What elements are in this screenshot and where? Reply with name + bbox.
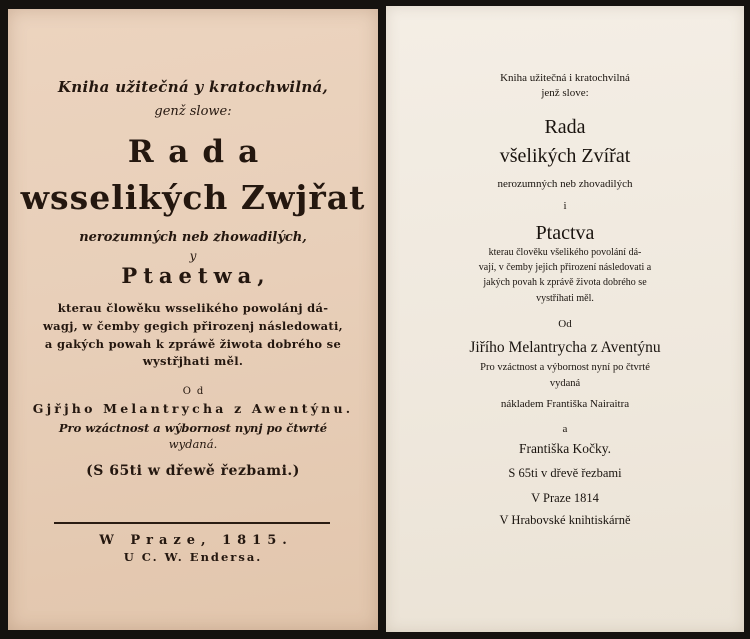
left-illustrations-note: (S 65ti w dřewě řezbami.) — [86, 463, 300, 479]
right-description-line-1: kterau člověku všelikého povolání dá- — [488, 247, 642, 258]
left-title-rada: Rada — [127, 134, 273, 170]
left-title-ptaetwa: Ptaetwa, — [121, 263, 271, 288]
left-title-zwirat: wsselikých Zwjřat — [20, 178, 366, 217]
left-description-line-1: kterau člowěku wsselikého powolánj dá- — [57, 301, 329, 315]
right-title-page — [386, 6, 744, 632]
left-description-line-3: a gakých powah k zpráwě žiwota dobrého se — [44, 337, 342, 351]
right-author: Jiřího Melantrycha z Aventýnu — [469, 339, 661, 356]
right-description-line-3: jakých povah k zprávě života dobrého se — [483, 277, 647, 288]
left-description-line-2: wagj, w čemby gegich přirozenj následowati, — [42, 319, 343, 333]
right-od: Od — [558, 318, 572, 330]
right-subtitle: nerozumných neb zhovadilých — [497, 178, 633, 190]
right-title-ptactva: Ptactva — [535, 222, 595, 244]
left-series-title: Kniha užitečná y kratochwilná, — [57, 78, 329, 96]
right-place-year: V Praze 1814 — [531, 491, 599, 505]
right-conjunction: i — [563, 200, 567, 212]
right-description-line-2: vají, v čemby jejich přirození následovati a — [478, 262, 652, 273]
left-printer: U C. W. Endersa. — [123, 550, 263, 564]
right-illustrations-note: S 65ti v dřevě řezbami — [508, 466, 622, 480]
left-horizontal-rule — [54, 522, 330, 524]
right-edition-line: Pro vzáctnost a výbornost nyní po čtvrté — [480, 362, 650, 373]
right-genz-line: jenž slove: — [541, 87, 589, 99]
left-genz-line: genž slowe: — [154, 104, 232, 119]
right-publisher-line: nákladem Františka Nairaitra — [500, 398, 630, 410]
right-description-line-4: vystříhati měl. — [536, 293, 594, 304]
right-printer: V Hrabovské knihtiskárně — [499, 513, 631, 527]
right-title-zvirat: všelikých Zvířat — [499, 145, 631, 167]
left-author: Gjřjho Melantrycha z Awentýnu. — [32, 401, 354, 416]
left-conjunction: y — [189, 249, 197, 263]
right-series-title: Kniha užitečná i kratochvilná — [500, 72, 630, 84]
left-description-line-4: wystřjhati měl. — [142, 354, 244, 368]
left-place-year: W Praze, 1815. — [99, 533, 293, 548]
right-and: a — [562, 423, 568, 435]
right-title-rada: Rada — [544, 116, 586, 138]
right-published: vydaná — [549, 378, 581, 389]
left-od: Od — [182, 386, 210, 397]
right-publisher-2: Františka Kočky. — [518, 441, 612, 456]
left-edition-line: Pro wzáctnost a wýbornost nynj po čtwrté — [58, 421, 328, 435]
left-published: wydaná. — [168, 437, 218, 451]
left-subtitle: nerozumných neb zhowadilých, — [79, 230, 307, 245]
left-title-page — [8, 9, 378, 630]
